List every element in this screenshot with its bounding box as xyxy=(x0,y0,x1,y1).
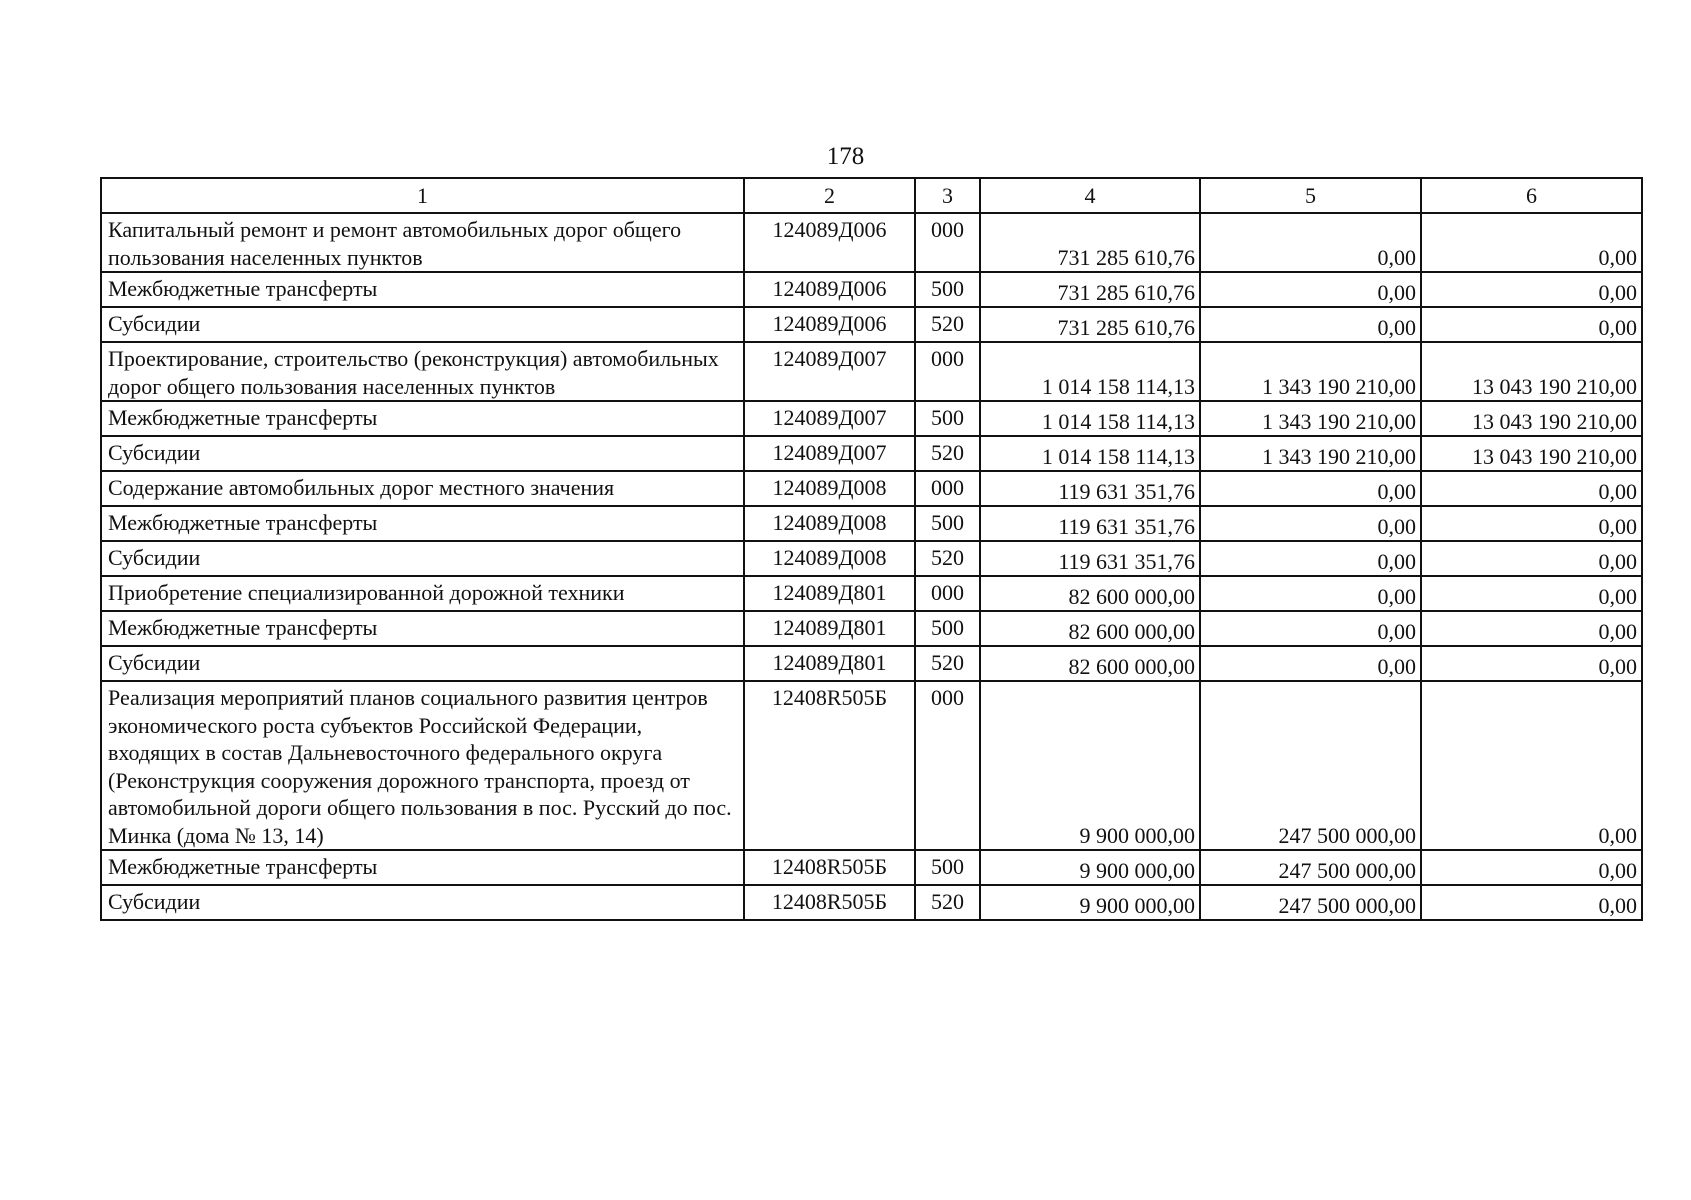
row-amount-col6: 0,00 xyxy=(1421,506,1642,541)
row-name: Межбюджетные трансферты xyxy=(101,611,744,646)
table-row xyxy=(101,307,1642,342)
row-amount-col5: 1 343 190 210,00 xyxy=(1200,401,1421,436)
table-row xyxy=(101,646,1642,681)
table-row xyxy=(101,885,1642,920)
table-row xyxy=(101,436,1642,471)
row-target-article-code: 124089Д006 xyxy=(744,307,915,342)
row-amount-col5: 1 343 190 210,00 xyxy=(1200,436,1421,471)
header-row xyxy=(101,178,1642,213)
row-name: Субсидии xyxy=(101,541,744,576)
row-name: Субсидии xyxy=(101,885,744,920)
row-amount-col5: 247 500 000,00 xyxy=(1200,885,1421,920)
page-number: 178 xyxy=(826,143,865,170)
row-target-article-code: 124089Д007 xyxy=(744,342,915,401)
row-target-article-code: 124089Д008 xyxy=(744,471,915,506)
row-target-article-code: 124089Д801 xyxy=(744,646,915,681)
row-name: Проектирование, строительство (реконструкция) автомобильных дорог общего пользования населенных пунктов xyxy=(101,342,744,401)
row-amount-col4: 1 014 158 114,13 xyxy=(980,342,1200,401)
row-amount-col4: 731 285 610,76 xyxy=(980,307,1200,342)
row-target-article-code: 12408R505Б xyxy=(744,681,915,850)
table-row xyxy=(101,272,1642,307)
row-amount-col4: 9 900 000,00 xyxy=(980,885,1200,920)
row-target-article-code: 124089Д007 xyxy=(744,401,915,436)
table-row xyxy=(101,681,1642,850)
column-header-6: 6 xyxy=(1421,178,1642,213)
row-amount-col6: 0,00 xyxy=(1421,850,1642,885)
row-name: Приобретение специализированной дорожной техники xyxy=(101,576,744,611)
row-expense-type-code: 000 xyxy=(915,213,980,272)
row-amount-col6: 0,00 xyxy=(1421,576,1642,611)
row-expense-type-code: 520 xyxy=(915,885,980,920)
table-row xyxy=(101,471,1642,506)
row-target-article-code: 124089Д008 xyxy=(744,541,915,576)
row-name: Межбюджетные трансферты xyxy=(101,506,744,541)
row-expense-type-code: 000 xyxy=(915,471,980,506)
row-amount-col4: 119 631 351,76 xyxy=(980,541,1200,576)
row-amount-col6: 0,00 xyxy=(1421,885,1642,920)
row-target-article-code: 124089Д008 xyxy=(744,506,915,541)
row-expense-type-code: 500 xyxy=(915,401,980,436)
row-name: Содержание автомобильных дорог местного значения xyxy=(101,471,744,506)
row-amount-col6: 13 043 190 210,00 xyxy=(1421,342,1642,401)
row-name: Реализация мероприятий планов социального развития центров экономического роста субъектов Российской Федерации, входящих в состав Дальневосточного федерального округа (Реконструкция сооружения дорожного транспорта, проезд от автомобильной дороги общего пользования в пос. Русский до пос. Минка (дома № 13, 14) xyxy=(101,681,744,850)
row-amount-col6: 0,00 xyxy=(1421,471,1642,506)
row-amount-col4: 82 600 000,00 xyxy=(980,611,1200,646)
row-expense-type-code: 500 xyxy=(915,506,980,541)
table-row xyxy=(101,401,1642,436)
row-name: Межбюджетные трансферты xyxy=(101,401,744,436)
row-name: Субсидии xyxy=(101,307,744,342)
row-expense-type-code: 000 xyxy=(915,576,980,611)
row-amount-col4: 119 631 351,76 xyxy=(980,471,1200,506)
row-name: Межбюджетные трансферты xyxy=(101,850,744,885)
row-expense-type-code: 500 xyxy=(915,850,980,885)
column-header-3: 3 xyxy=(915,178,980,213)
budget-table xyxy=(100,177,1643,921)
column-header-1: 1 xyxy=(101,178,744,213)
row-amount-col5: 0,00 xyxy=(1200,611,1421,646)
row-amount-col5: 0,00 xyxy=(1200,213,1421,272)
row-target-article-code: 12408R505Б xyxy=(744,850,915,885)
row-name: Субсидии xyxy=(101,646,744,681)
row-amount-col6: 0,00 xyxy=(1421,272,1642,307)
row-amount-col6: 0,00 xyxy=(1421,646,1642,681)
row-expense-type-code: 520 xyxy=(915,541,980,576)
row-amount-col6: 13 043 190 210,00 xyxy=(1421,436,1642,471)
row-amount-col5: 0,00 xyxy=(1200,506,1421,541)
row-amount-col4: 731 285 610,76 xyxy=(980,272,1200,307)
row-amount-col5: 0,00 xyxy=(1200,541,1421,576)
row-amount-col4: 82 600 000,00 xyxy=(980,646,1200,681)
row-expense-type-code: 520 xyxy=(915,436,980,471)
row-amount-col4: 1 014 158 114,13 xyxy=(980,436,1200,471)
row-expense-type-code: 520 xyxy=(915,646,980,681)
row-name: Субсидии xyxy=(101,436,744,471)
table-row xyxy=(101,342,1642,401)
row-amount-col5: 0,00 xyxy=(1200,576,1421,611)
row-target-article-code: 12408R505Б xyxy=(744,885,915,920)
column-header-4: 4 xyxy=(980,178,1200,213)
column-header-5: 5 xyxy=(1200,178,1421,213)
row-name: Капитальный ремонт и ремонт автомобильных дорог общего пользования населенных пунктов xyxy=(101,213,744,272)
row-expense-type-code: 500 xyxy=(915,272,980,307)
row-amount-col5: 0,00 xyxy=(1200,471,1421,506)
row-amount-col4: 82 600 000,00 xyxy=(980,576,1200,611)
column-header-2: 2 xyxy=(744,178,915,213)
table-row xyxy=(101,576,1642,611)
row-amount-col4: 731 285 610,76 xyxy=(980,213,1200,272)
table-row xyxy=(101,850,1642,885)
row-amount-col6: 0,00 xyxy=(1421,213,1642,272)
row-amount-col6: 0,00 xyxy=(1421,307,1642,342)
table-body xyxy=(101,213,1642,920)
row-expense-type-code: 520 xyxy=(915,307,980,342)
row-amount-col5: 247 500 000,00 xyxy=(1200,681,1421,850)
table-header xyxy=(101,178,1642,213)
table-row xyxy=(101,506,1642,541)
row-name: Межбюджетные трансферты xyxy=(101,272,744,307)
row-amount-col6: 0,00 xyxy=(1421,611,1642,646)
row-amount-col6: 0,00 xyxy=(1421,681,1642,850)
row-target-article-code: 124089Д006 xyxy=(744,272,915,307)
row-expense-type-code: 000 xyxy=(915,342,980,401)
row-target-article-code: 124089Д801 xyxy=(744,576,915,611)
row-expense-type-code: 000 xyxy=(915,681,980,850)
row-target-article-code: 124089Д007 xyxy=(744,436,915,471)
row-target-article-code: 124089Д801 xyxy=(744,611,915,646)
row-amount-col6: 13 043 190 210,00 xyxy=(1421,401,1642,436)
row-expense-type-code: 500 xyxy=(915,611,980,646)
row-amount-col5: 0,00 xyxy=(1200,307,1421,342)
table-row xyxy=(101,213,1642,272)
row-amount-col4: 1 014 158 114,13 xyxy=(980,401,1200,436)
row-amount-col5: 1 343 190 210,00 xyxy=(1200,342,1421,401)
row-amount-col4: 119 631 351,76 xyxy=(980,506,1200,541)
row-amount-col5: 0,00 xyxy=(1200,646,1421,681)
row-amount-col5: 247 500 000,00 xyxy=(1200,850,1421,885)
table-row xyxy=(101,611,1642,646)
row-amount-col6: 0,00 xyxy=(1421,541,1642,576)
table-row xyxy=(101,541,1642,576)
row-amount-col5: 0,00 xyxy=(1200,272,1421,307)
row-target-article-code: 124089Д006 xyxy=(744,213,915,272)
row-amount-col4: 9 900 000,00 xyxy=(980,681,1200,850)
row-amount-col4: 9 900 000,00 xyxy=(980,850,1200,885)
